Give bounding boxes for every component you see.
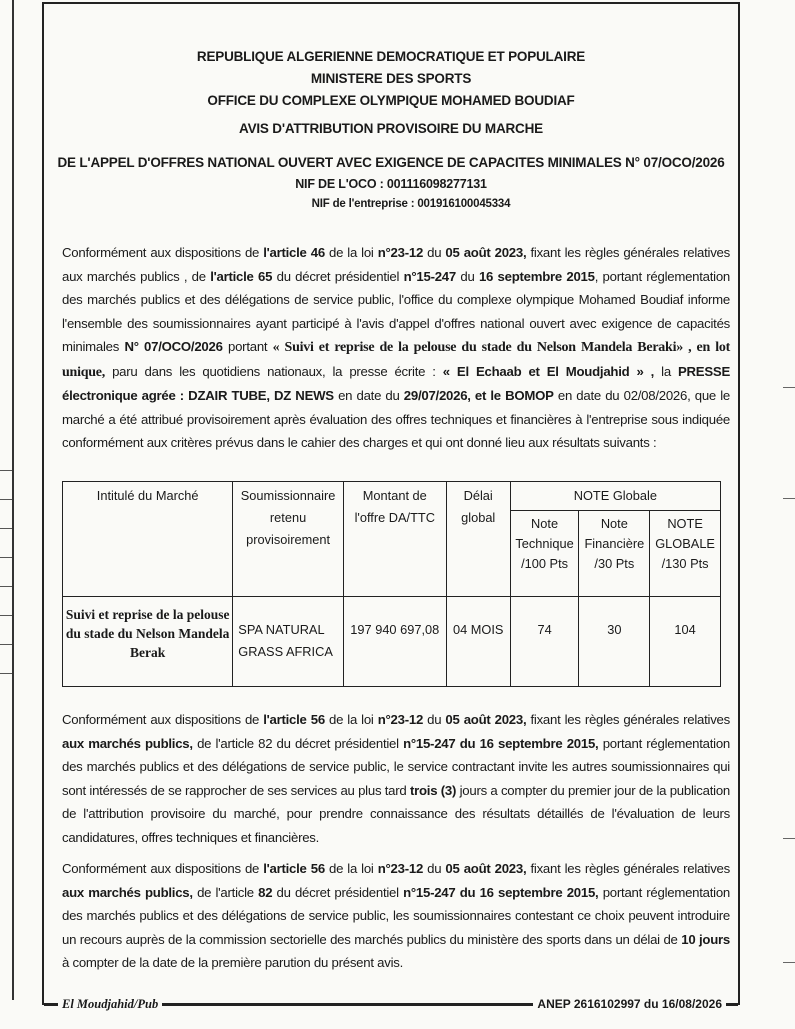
col-header-montant: Montant de l'offre DA/TTC xyxy=(343,482,446,597)
header-office: OFFICE DU COMPLEXE OLYMPIQUE MOHAMED BOUDIAF xyxy=(207,93,575,108)
award-results-table xyxy=(62,481,721,687)
cell-delai: 04 MOIS xyxy=(446,597,510,687)
information-paragraph: Conformément aux dispositions de l'article 56 de la loi n°23-12 du 05 août 2023, fixant les règles générales relatives aux marchés publics, de l'article 82 du décret présidentiel n°15-247 du 16 septembre 2015, portant réglementation des marchés publics et des délégations de service public, le service contractant invite les autres soumissionnaires qui sont intéressés de se rapprocher de ses services au plus tard trois (3) jours a compter du premier jour de la publication de l'attribution provisoire du marché, pour prendre connaissance des résultats détaillés de l'évaluation de leurs candidatures, offres techniques et financières. xyxy=(62,712,731,845)
header-ministere: MINISTERE DES SPORTS xyxy=(310,71,472,86)
col-header-note-globale: NOTE Globale xyxy=(510,482,720,511)
cell-soumissionnaire: SPA NATURAL GRASS AFRICA xyxy=(233,597,344,687)
table-row xyxy=(63,597,721,687)
col-header-soumissionnaire: Soumissionnaire retenu provisoirement xyxy=(233,482,344,597)
col-header-note-globale-130: NOTE GLOBALE /130 Pts xyxy=(650,511,721,597)
notice-footer xyxy=(44,997,738,1011)
cell-note-globale: 104 xyxy=(650,597,721,687)
col-header-delai: Délai global xyxy=(446,482,510,597)
cell-note-financiere: 30 xyxy=(579,597,650,687)
col-header-marche: Intitulé du Marché xyxy=(63,482,233,597)
nif-entreprise: NIF de l'entreprise : 001916100045334 xyxy=(311,198,511,210)
cell-montant: 197 940 697,08 xyxy=(343,597,446,687)
col-header-note-technique: Note Technique /100 Pts xyxy=(510,511,579,597)
header-republique: REPUBLIQUE ALGERIENNE DEMOCRATIQUE ET POPULAIRE xyxy=(196,49,586,64)
intro-paragraph: Conformément aux dispositions de l'article 46 de la loi n°23-12 du 05 août 2023, fixant les règles générales relatives aux marchés publics , de l'article 65 du décret présidentiel n°15-247 du 16 septembre 2015, portant réglementation des marchés publics et des délégations de service public, l'office du complexe olympique Mohamed Boudiaf informe l'ensemble des soumissionnaires ayant participé à l'avis d'appel d'offres national ouvert avec exigence de capacités minimales N° 07/OCO/2026 portant « Suivi et reprise de la pelouse du stade du Nelson Mandela Beraki» , en lot unique, paru dans les quotidiens nationaux, la presse écrite : « El Echaab et El Moudjahid » , la PRESSE électronique agrée : DZAIR TUBE, DZ NEWS en date du 29/07/2026, et le BOMOP en date du 02/08/2026, que le marché a été attribué provisoirement après évaluation des offres techniques et financières à l'entreprise sous indiquée conformément aux critères prévus dans le cahier des charges et qui ont donné lieu aux résultats suivants : xyxy=(62,245,730,450)
publication-source: El Moudjahid/Pub xyxy=(58,997,162,1012)
anep-reference: ANEP 2616102997 du 16/08/2026 xyxy=(533,997,726,1011)
notice-title: AVIS D'ATTRIBUTION PROVISOIRE DU MARCHE xyxy=(239,121,543,136)
adjacent-column-rules xyxy=(0,470,12,702)
tender-reference: DE L'APPEL D'OFFRES NATIONAL OUVERT AVEC EXIGENCE DE CAPACITES MINIMALES N° 07/OCO/2026 xyxy=(57,155,725,170)
nif-oco: NIF DE L'OCO : 001116098277131 xyxy=(295,177,487,191)
cell-marche: Suivi et reprise de la pelouse du stade du Nelson Mandela Berak xyxy=(63,597,233,687)
appeal-paragraph: Conformément aux dispositions de l'article 56 de la loi n°23-12 du 05 août 2023, fixant les règles générales relatives aux marchés publics, de l'article 82 du décret présidentiel n°15-247 du 16 septembre 2015, portant réglementation des marchés publics et des délégations de service public, les soumissionnaires contestant ce choix peuvent introduire un recours auprès de la commission sectorielle des marchés publics du ministère des sports dans un délai de 10 jours à compter de la date de la première parution du présent avis. xyxy=(62,861,731,970)
notice-header xyxy=(44,46,738,213)
cell-note-technique: 74 xyxy=(510,597,579,687)
col-header-note-financiere: Note Financière /30 Pts xyxy=(579,511,650,597)
